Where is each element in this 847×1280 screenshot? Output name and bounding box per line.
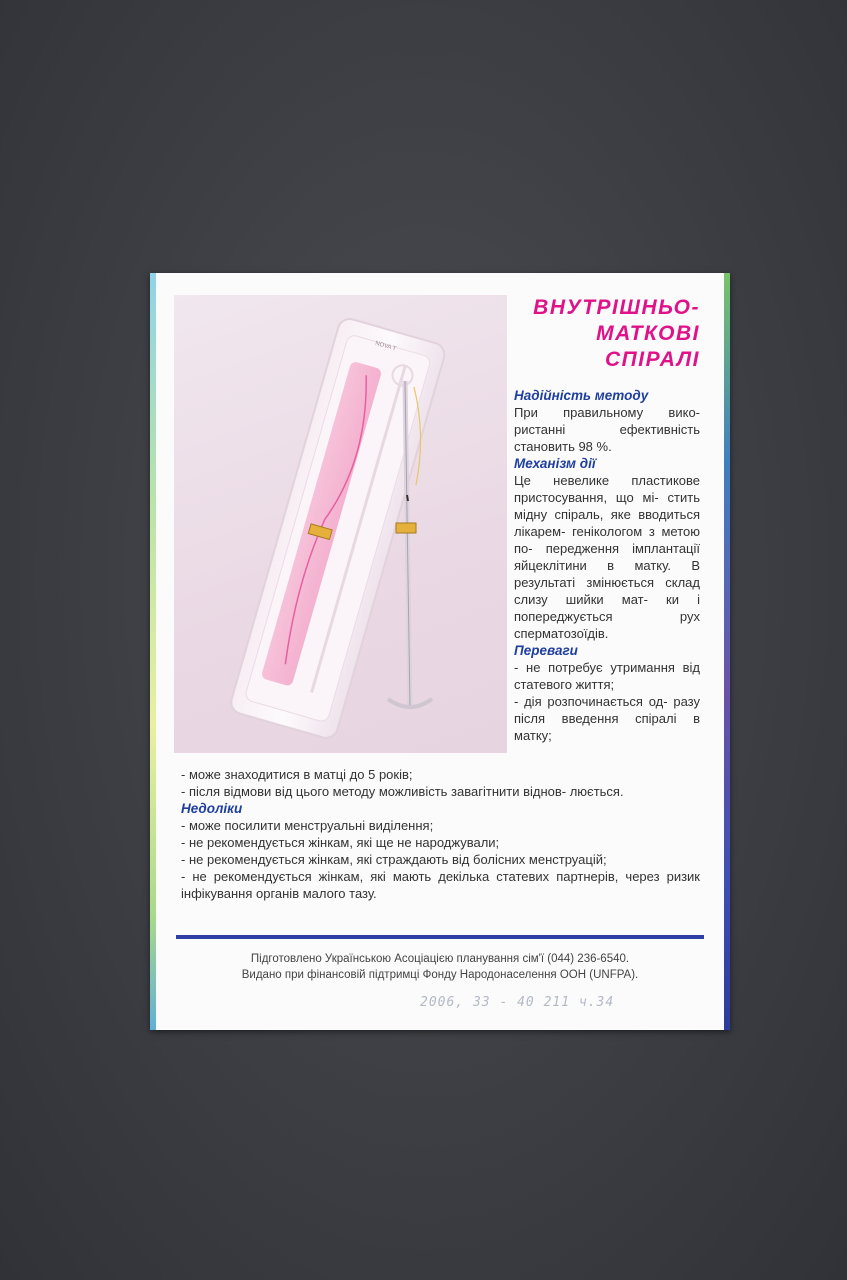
- leaflet-page: [150, 273, 730, 1030]
- title-line-2: МАТКОВІ: [596, 322, 700, 345]
- footer-divider: [176, 935, 704, 939]
- disadvantage-item: - не рекомендується жінкам, які страждають від болісних менструацій;: [181, 852, 607, 867]
- iud-photo: [174, 295, 507, 753]
- disadvantage-item: - може посилити менструальні виділення;: [181, 818, 434, 833]
- lower-text-block: [181, 766, 700, 902]
- disadvantages-heading: Недоліки: [181, 801, 243, 816]
- footer-line-2: Видано при фінансовій підтримці Фонду Народонаселення ООН (UNFPA).: [241, 969, 639, 981]
- title-line-1: ВНУТРІШНЬО-: [533, 296, 700, 319]
- leaflet-title: [500, 295, 700, 373]
- advantage-item: - дія розпочинається од- разу після введення спіралі в матку;: [514, 694, 700, 743]
- advantage-item: - після відмови від цього методу можливість завагітнити віднов- люється.: [181, 784, 624, 799]
- footer-line-1: Підготовлено Українською Асоціацією планування сім'ї (044) 236-6540.: [250, 953, 630, 965]
- reliability-text: При правильному вико- ристанні ефективність становить 98 %.: [514, 405, 700, 454]
- advantage-item: - не потребує утримання від статевого життя;: [514, 660, 700, 692]
- advantages-heading: Переваги: [514, 643, 578, 658]
- handwritten-note: 2006, 33 - 40 211 ч.34: [420, 995, 615, 1010]
- advantage-item: - може знаходитися в матці до 5 років;: [181, 767, 413, 782]
- title-line-3: СПІРАЛІ: [605, 348, 700, 371]
- right-color-edge: [724, 273, 730, 1030]
- mechanism-text: Це невелике пластикове пристосування, що мі- стить мідну спіраль, яке вводиться лікарем- генікологом з метою по- передження імплантації яйцеклітини в матку. В результаті змінюється склад слизу шийки мат- ки і попереджується рух сперматозоїдів.: [514, 473, 700, 641]
- mechanism-heading: Механізм дії: [514, 456, 596, 471]
- left-color-edge: [150, 273, 156, 1030]
- right-column-text: [514, 387, 700, 744]
- disadvantage-item: - не рекомендується жінкам, які ще не народжували;: [181, 835, 500, 850]
- footer: [176, 951, 704, 983]
- package-label: NOVA T: [374, 340, 397, 353]
- reliability-heading: Надійність методу: [514, 388, 649, 403]
- iud-illustration: [174, 295, 507, 753]
- disadvantage-item: - не рекомендується жінкам, які мають декілька статевих партнерів, через ризик інфікування органів малого тазу.: [181, 869, 700, 901]
